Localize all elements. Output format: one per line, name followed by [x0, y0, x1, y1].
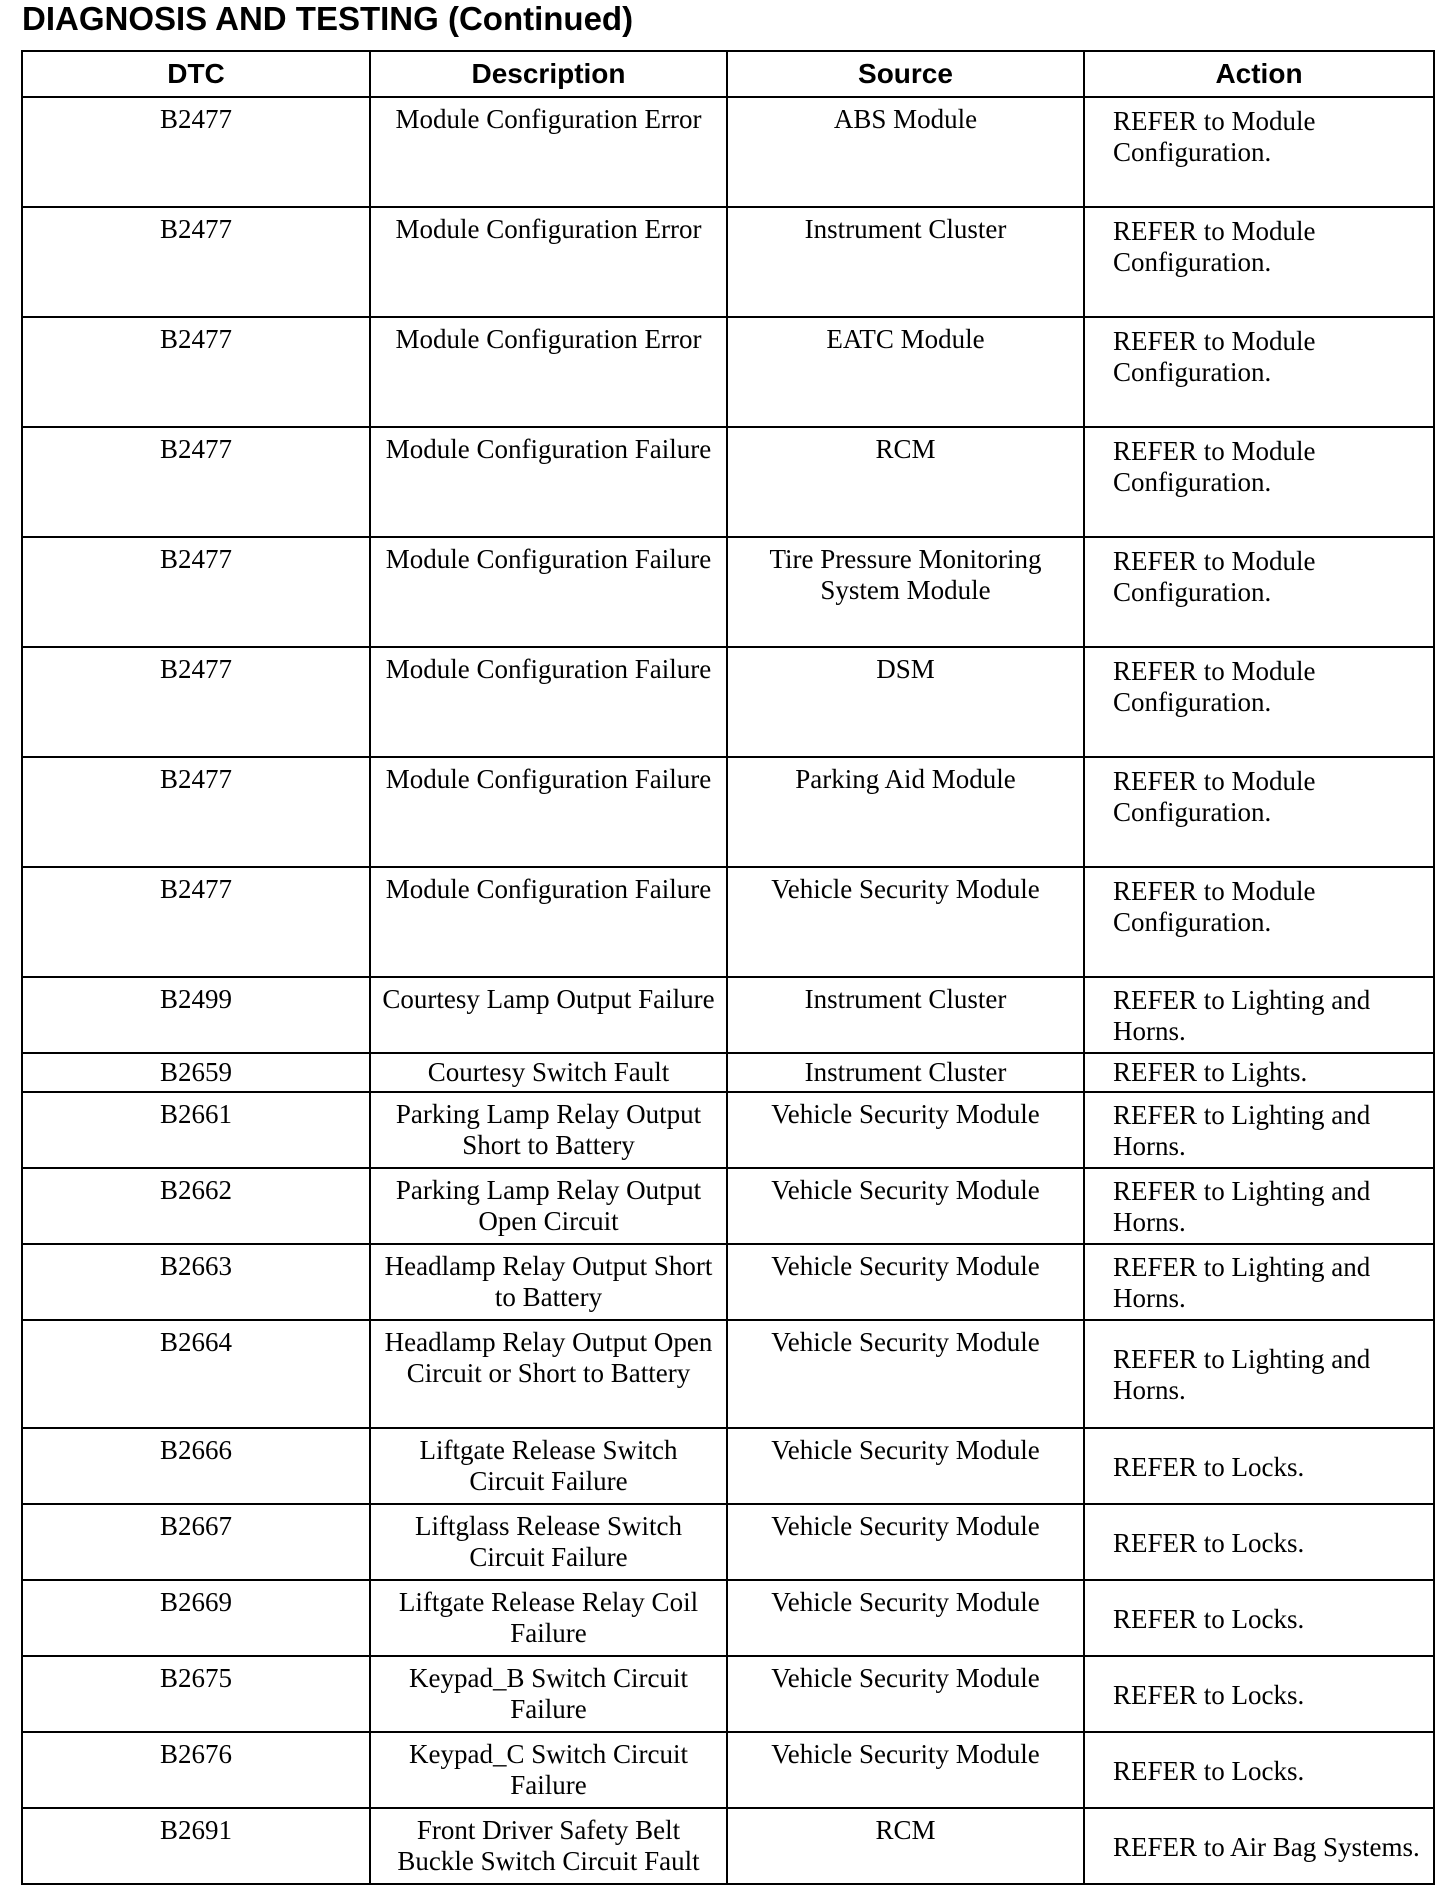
dtc-cell: B2477	[22, 647, 370, 757]
description-cell: Keypad_B Switch Circuit Failure	[370, 1656, 727, 1732]
description-cell: Front Driver Safety Belt Buckle Switch Circuit Fault	[370, 1808, 727, 1884]
page-title: DIAGNOSIS AND TESTING (Continued)	[22, 0, 634, 37]
header-dtc: DTC	[22, 51, 370, 97]
description-cell: Keypad_C Switch Circuit Failure	[370, 1732, 727, 1808]
source-cell: Instrument Cluster	[727, 1053, 1084, 1092]
description-cell: Parking Lamp Relay Output Open Circuit	[370, 1168, 727, 1244]
source-cell: Vehicle Security Module	[727, 1732, 1084, 1808]
description-cell: Module Configuration Failure	[370, 757, 727, 867]
table-row	[22, 867, 1434, 977]
source-cell: Instrument Cluster	[727, 977, 1084, 1053]
dtc-cell: B2676	[22, 1732, 370, 1808]
source-cell: Instrument Cluster	[727, 207, 1084, 317]
source-cell: Vehicle Security Module	[727, 1092, 1084, 1168]
description-cell: Module Configuration Failure	[370, 647, 727, 757]
description-cell: Module Configuration Error	[370, 97, 727, 207]
action-cell: REFER to Module Configuration.	[1084, 647, 1434, 757]
action-cell: REFER to Locks.	[1084, 1732, 1434, 1808]
description-cell: Liftgate Release Switch Circuit Failure	[370, 1428, 727, 1504]
header-source: Source	[727, 51, 1084, 97]
table-row	[22, 757, 1434, 867]
table-row	[22, 97, 1434, 207]
dtc-cell: B2661	[22, 1092, 370, 1168]
dtc-cell: B2691	[22, 1808, 370, 1884]
description-cell: Liftglass Release Switch Circuit Failure	[370, 1504, 727, 1580]
source-cell: Parking Aid Module	[727, 757, 1084, 867]
dtc-cell: B2477	[22, 317, 370, 427]
dtc-cell: B2477	[22, 867, 370, 977]
table-row	[22, 1092, 1434, 1168]
table-row	[22, 647, 1434, 757]
action-cell: REFER to Locks.	[1084, 1656, 1434, 1732]
table-row	[22, 317, 1434, 427]
dtc-cell: B2663	[22, 1244, 370, 1320]
action-cell: REFER to Module Configuration.	[1084, 207, 1434, 317]
source-cell: RCM	[727, 1808, 1084, 1884]
dtc-cell: B2499	[22, 977, 370, 1053]
action-cell: REFER to Module Configuration.	[1084, 757, 1434, 867]
description-cell: Module Configuration Error	[370, 207, 727, 317]
action-cell: REFER to Module Configuration.	[1084, 317, 1434, 427]
description-cell: Headlamp Relay Output Short to Battery	[370, 1244, 727, 1320]
table-row	[22, 1320, 1434, 1428]
table-row	[22, 1732, 1434, 1808]
description-cell: Module Configuration Failure	[370, 537, 727, 647]
action-cell: REFER to Lighting and Horns.	[1084, 1244, 1434, 1320]
dtc-cell: B2477	[22, 207, 370, 317]
source-cell: Vehicle Security Module	[727, 1168, 1084, 1244]
table-row	[22, 537, 1434, 647]
table-row	[22, 1053, 1434, 1092]
description-cell: Courtesy Switch Fault	[370, 1053, 727, 1092]
action-cell: REFER to Lights.	[1084, 1053, 1434, 1092]
description-cell: Liftgate Release Relay Coil Failure	[370, 1580, 727, 1656]
dtc-cell: B2477	[22, 97, 370, 207]
dtc-cell: B2675	[22, 1656, 370, 1732]
dtc-cell: B2659	[22, 1053, 370, 1092]
action-cell: REFER to Module Configuration.	[1084, 537, 1434, 647]
table-row	[22, 1168, 1434, 1244]
source-cell: Vehicle Security Module	[727, 1656, 1084, 1732]
action-cell: REFER to Module Configuration.	[1084, 97, 1434, 207]
action-cell: REFER to Locks.	[1084, 1428, 1434, 1504]
dtc-cell: B2664	[22, 1320, 370, 1428]
source-cell: RCM	[727, 427, 1084, 537]
dtc-cell: B2477	[22, 757, 370, 867]
action-cell: REFER to Lighting and Horns.	[1084, 1092, 1434, 1168]
table-row	[22, 1656, 1434, 1732]
table-row	[22, 427, 1434, 537]
table-row	[22, 1504, 1434, 1580]
action-cell: REFER to Lighting and Horns.	[1084, 977, 1434, 1053]
table-header-row	[22, 51, 1434, 97]
description-cell: Courtesy Lamp Output Failure	[370, 977, 727, 1053]
table-row	[22, 977, 1434, 1053]
header-action: Action	[1084, 51, 1434, 97]
description-cell: Parking Lamp Relay Output Short to Battery	[370, 1092, 727, 1168]
source-cell: ABS Module	[727, 97, 1084, 207]
source-cell: Vehicle Security Module	[727, 1244, 1084, 1320]
dtc-cell: B2477	[22, 537, 370, 647]
source-cell: Vehicle Security Module	[727, 1428, 1084, 1504]
action-cell: REFER to Lighting and Horns.	[1084, 1168, 1434, 1244]
table-row	[22, 1808, 1434, 1884]
action-cell: REFER to Air Bag Systems.	[1084, 1808, 1434, 1884]
dtc-cell: B2662	[22, 1168, 370, 1244]
source-cell: Vehicle Security Module	[727, 867, 1084, 977]
dtc-cell: B2667	[22, 1504, 370, 1580]
action-cell: REFER to Locks.	[1084, 1580, 1434, 1656]
source-cell: Tire Pressure Monitoring System Module	[727, 537, 1084, 647]
action-cell: REFER to Module Configuration.	[1084, 427, 1434, 537]
action-cell: REFER to Locks.	[1084, 1504, 1434, 1580]
source-cell: DSM	[727, 647, 1084, 757]
dtc-table	[21, 50, 1435, 1885]
description-cell: Module Configuration Error	[370, 317, 727, 427]
source-cell: Vehicle Security Module	[727, 1320, 1084, 1428]
description-cell: Headlamp Relay Output Open Circuit or Short to Battery	[370, 1320, 727, 1428]
action-cell: REFER to Lighting and Horns.	[1084, 1320, 1434, 1428]
dtc-cell: B2669	[22, 1580, 370, 1656]
table-row	[22, 207, 1434, 317]
dtc-cell: B2666	[22, 1428, 370, 1504]
table-row	[22, 1580, 1434, 1656]
header-description: Description	[370, 51, 727, 97]
action-cell: REFER to Module Configuration.	[1084, 867, 1434, 977]
dtc-cell: B2477	[22, 427, 370, 537]
description-cell: Module Configuration Failure	[370, 867, 727, 977]
source-cell: Vehicle Security Module	[727, 1504, 1084, 1580]
source-cell: EATC Module	[727, 317, 1084, 427]
description-cell: Module Configuration Failure	[370, 427, 727, 537]
source-cell: Vehicle Security Module	[727, 1580, 1084, 1656]
table-row	[22, 1244, 1434, 1320]
table-row	[22, 1428, 1434, 1504]
